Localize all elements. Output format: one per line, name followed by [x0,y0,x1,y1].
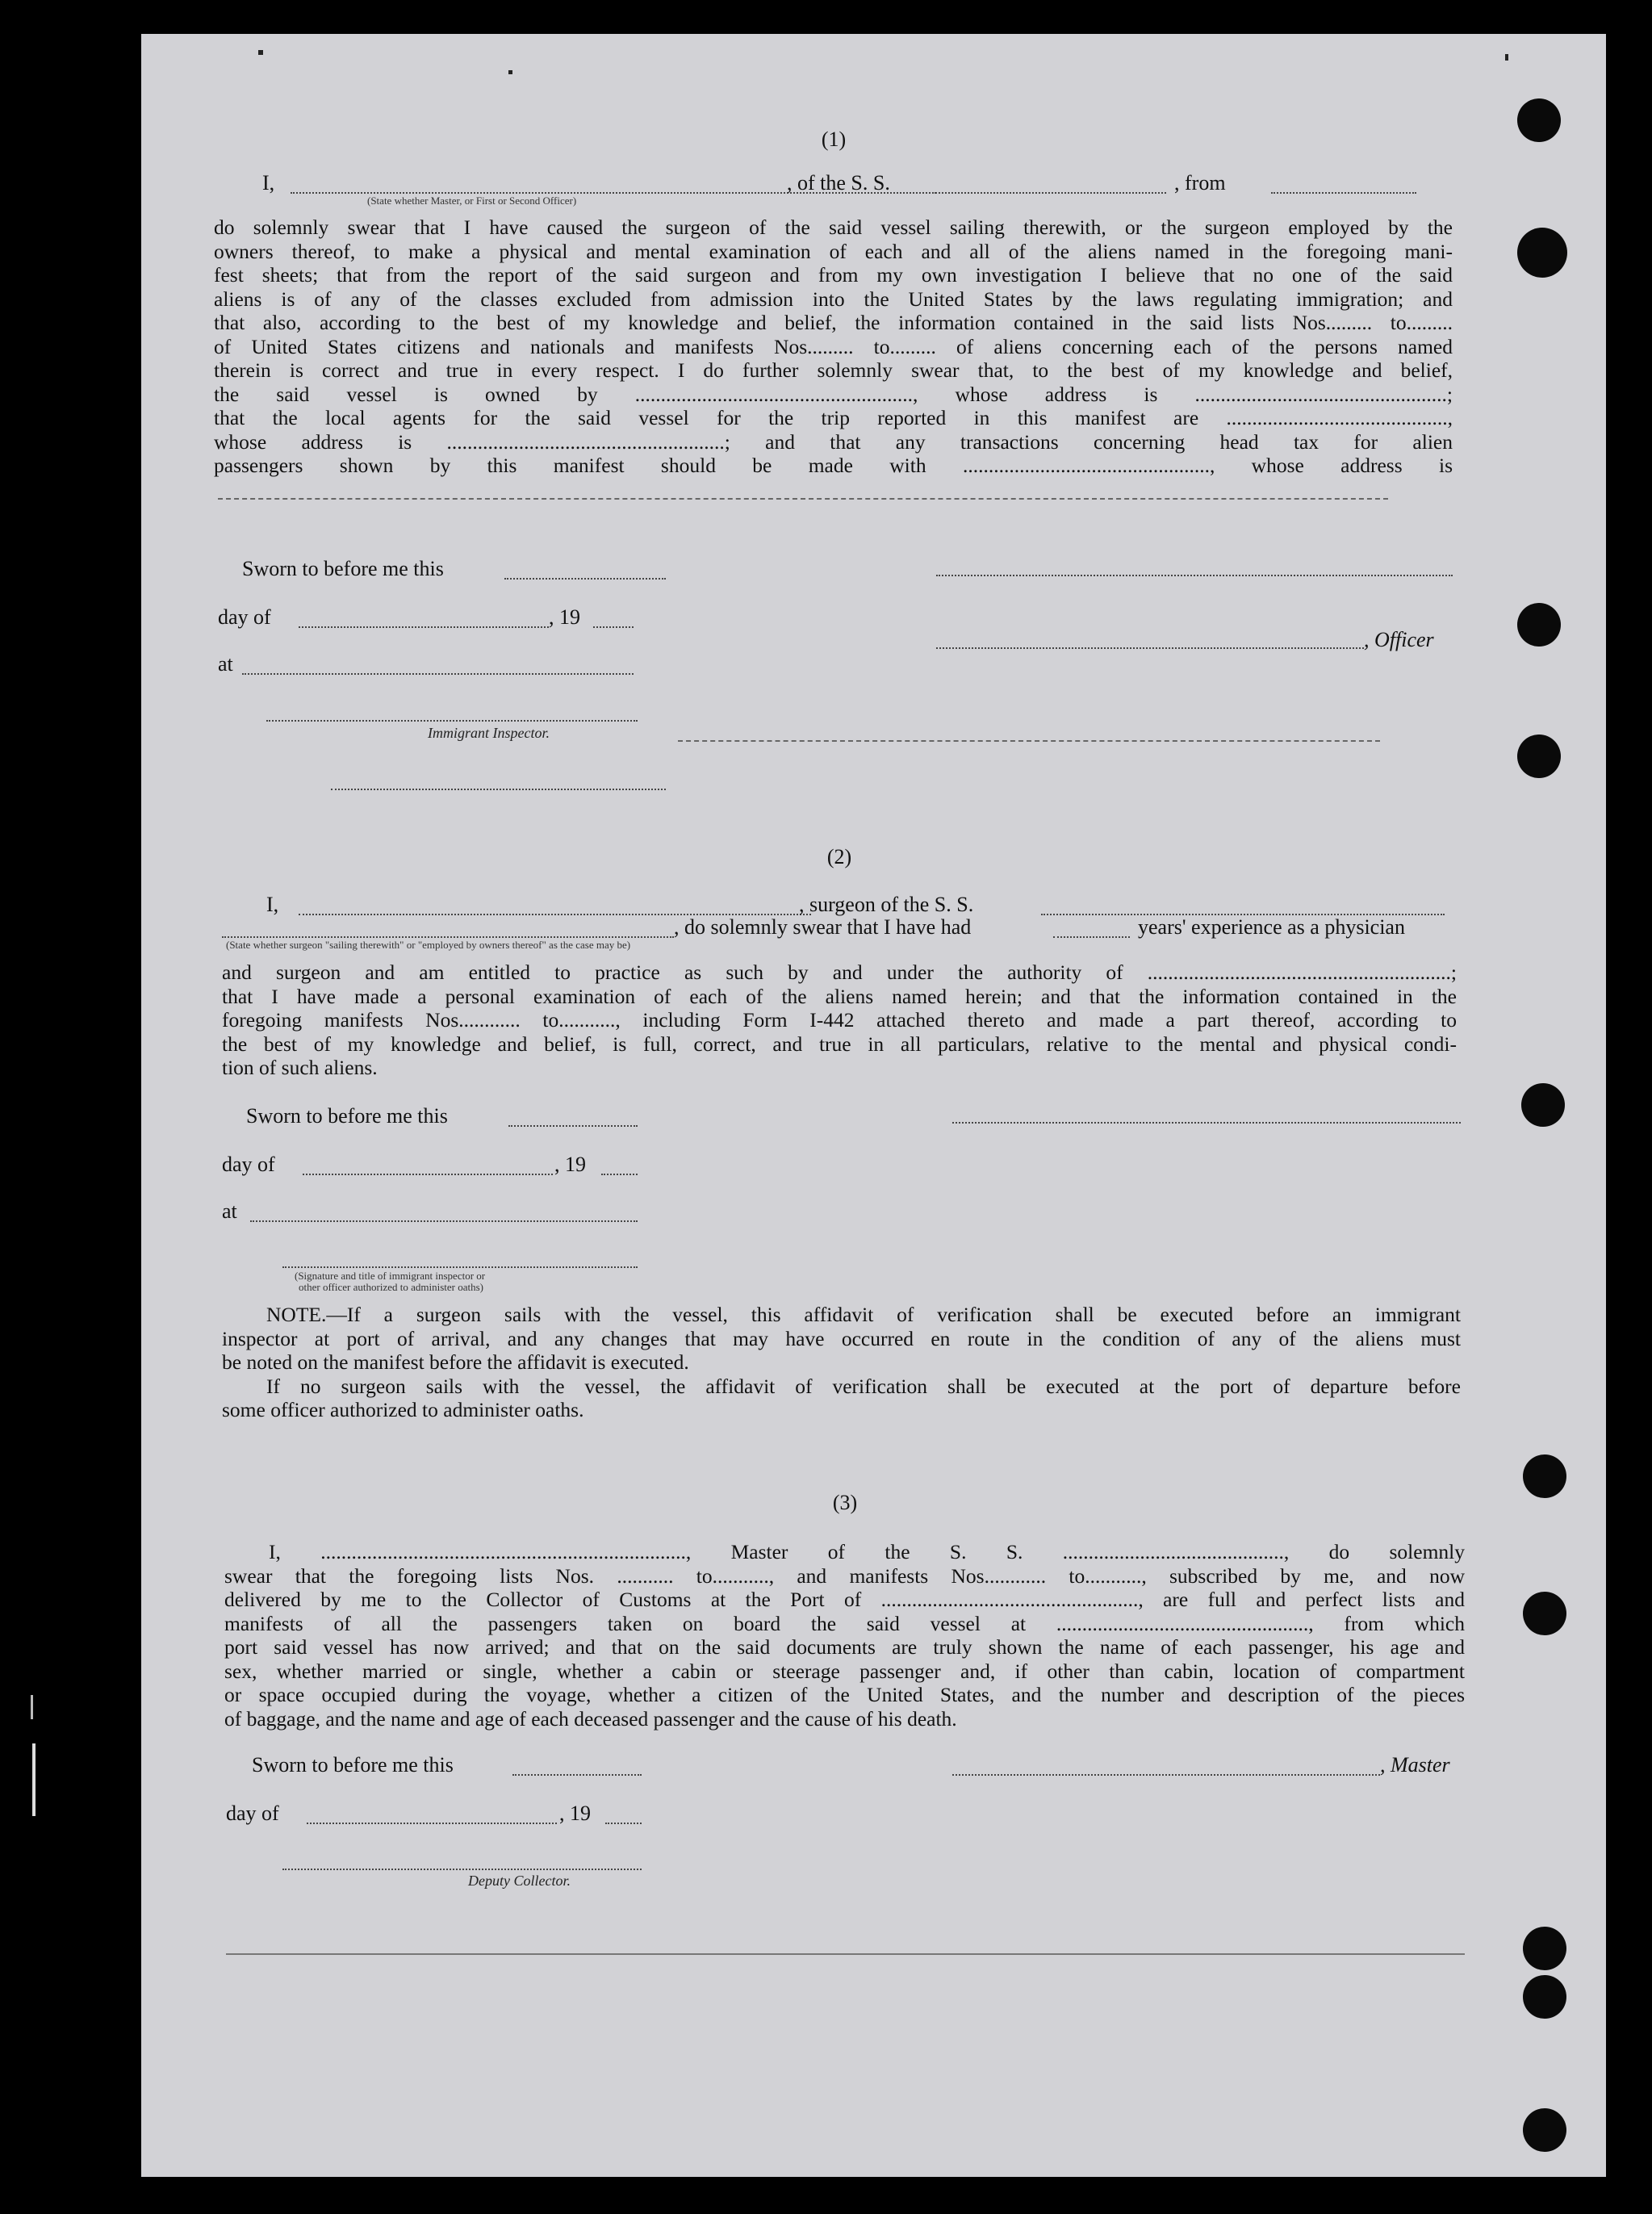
body-line: port said vessel has now arrived; and that on the said documents are truly shown the name of each passenger, his age and [224,1635,1465,1659]
body-line: the said vessel is owned by ......................................................, whose address is .................................................; [214,382,1453,406]
master-signature-field[interactable] [952,1774,1380,1776]
sworn-label: Sworn to before me this [252,1753,454,1777]
body-line: manifests of all the passengers taken on board the said vessel at ................................................., from which [224,1611,1465,1635]
officer-line-field[interactable] [936,647,1364,649]
years-field[interactable] [1053,936,1130,938]
sworn-label: Sworn to before me this [246,1104,448,1128]
scan-speck [508,70,512,74]
section-1-heading: (1) [821,128,847,151]
year-field[interactable] [601,1174,638,1175]
year-label: , 19 [554,1153,586,1176]
i-label: I, [266,893,279,916]
note-line: NOTE.—If a surgeon sails with the vessel, this affidavit of verification shall be executed before an immigrant [266,1303,1461,1326]
officer-signature-field[interactable] [936,575,1453,576]
deputy-signature-field[interactable] [282,1869,642,1870]
note-line: inspector at port of arrival, and any changes that may have occurred en route in the condition of any of the aliens must [222,1326,1461,1350]
blank-field[interactable] [331,789,666,790]
section-1-body [214,216,1453,478]
officer-label: , Officer [1364,628,1434,651]
surgeon-signature-field[interactable] [952,1122,1461,1124]
day-of-label: day of [226,1802,279,1825]
address-field[interactable] [218,498,1388,500]
inspector-signature-field[interactable] [266,720,638,722]
body-line: the best of my knowledge and belief, is full, correct, and true in all particulars, relative to the mental and physical condi- [222,1032,1457,1056]
deputy-caption: Deputy Collector. [468,1873,571,1889]
body-line: that I have made a personal examination of each of the aliens named herein; and that the information contained in the [222,984,1457,1008]
body-line: I, ......................................................................., Master of the S. S. ..........................................., do solemnly [269,1540,1465,1563]
body-line: or space occupied during the voyage, whether a citizen of the United States, and the number and description of the pieces [224,1683,1465,1706]
body-line: passengers shown by this manifest should be made with ................................................, whose address is [214,454,1453,477]
day-of-field[interactable] [303,1174,553,1175]
day-of-field[interactable] [307,1823,557,1824]
sworn-label: Sworn to before me this [242,557,444,580]
note-text [222,1303,1461,1422]
body-line: and surgeon and am entitled to practice as such by and under the authority of ...........................................................; [222,961,1457,984]
day-of-field[interactable] [299,626,549,628]
note-line: If no surgeon sails with the vessel, the affidavit of verification shall be executed at the port of departure before [266,1374,1461,1398]
body-line: swear that the foregoing lists Nos. ........... to..........., and manifests Nos............ to..........., subscribed by me, and now [224,1563,1465,1588]
body-line: aliens is of any of the classes excluded from admission into the United States by the laws regulating immigration; and [214,287,1453,311]
punch-hole [1517,603,1561,647]
body-line: of United States citizens and nationals and manifests Nos......... to......... of aliens concerning each of the persons named [214,334,1453,358]
note-line: some officer authorized to administer oaths. [222,1398,584,1421]
sworn-date-field[interactable] [504,578,666,580]
master-caption: (State whether Master, or First or Second Officer) [367,195,577,207]
day-of-label: day of [222,1153,275,1176]
scan-speck [1505,54,1508,61]
of-ss-label: , of the S. S. [787,171,890,195]
punch-hole [1517,735,1561,778]
inspector-caption: Immigrant Inspector. [428,725,550,741]
form-page [141,34,1606,2177]
sworn-date-field[interactable] [508,1125,638,1127]
body-line: that the local agents for the said vessel for the trip reported in this manifest are ..........................................., [214,406,1453,429]
section-2-body [222,961,1457,1080]
edge-mark [31,1695,33,1719]
edge-mark [32,1743,36,1816]
punch-hole [1523,2108,1566,2152]
body-line: do solemnly swear that I have caused the surgeon of the said vessel sailing therewith, or the surgeon employed by the [214,216,1453,239]
body-line: fest sheets; that from the report of the said surgeon and from my own investigation I believe that no one of the said [214,263,1453,287]
punch-hole [1523,1454,1566,1498]
body-line: foregoing manifests Nos............ to..........., including Form I-442 attached thereto and made a part thereof, according to [222,1008,1457,1032]
at-label: at [218,652,233,676]
note-line: be noted on the manifest before the affidavit is executed. [222,1350,689,1374]
inspector-signature-field[interactable] [282,1266,638,1268]
i-label: I, [262,171,275,195]
body-line: whose address is ......................................................; and that any transactions concerning head tax for alien [214,429,1453,454]
punch-hole [1523,1592,1566,1635]
section-2-heading: (2) [826,845,852,868]
divider [678,740,1380,742]
year-label: , 19 [549,605,580,629]
at-field[interactable] [242,673,634,675]
body-line-last: tion of such aliens. [222,1056,378,1079]
year-label: , 19 [559,1802,591,1825]
body-line: owners thereof, to make a physical and mental examination of each and all of the aliens named in the foregoing mani- [214,239,1453,263]
years-label: years' experience as a physician [1138,915,1405,939]
body-line: therein is correct and true in every respect. I do further solemnly swear that, to the best of my knowledge and belief, [214,358,1453,382]
swear-label: , do solemnly swear that I have had [674,915,972,939]
surgeon-caption: (State whether surgeon "sailing therewith" or "employed by owners thereof" as the case may be) [226,939,631,951]
body-line: sex, whether married or single, whether a cabin or steerage passenger and, if other than cabin, location of compartment [224,1659,1465,1683]
sworn-date-field[interactable] [512,1774,642,1776]
punch-hole [1521,1083,1565,1127]
surgeon-status-field[interactable] [222,936,674,938]
year-field[interactable] [605,1823,642,1824]
signature-caption: (Signature and title of immigrant inspector or [295,1270,486,1282]
punch-hole [1523,1927,1566,1970]
scan-speck [258,50,263,55]
year-field[interactable] [593,626,634,628]
at-label: at [222,1199,237,1223]
vessel-name-field[interactable] [932,192,1166,194]
body-line: delivered by me to the Collector of Customs at the Port of .................................................., are full and perfect lists and [224,1588,1465,1611]
at-field[interactable] [250,1220,638,1222]
body-line: that also, according to the best of my knowledge and belief, the information contained in the said lists Nos......... to......... [214,311,1453,334]
section-3-body [224,1540,1465,1731]
punch-hole [1517,228,1567,278]
section-3-heading: (3) [832,1491,858,1514]
bottom-divider [226,1953,1465,1955]
punch-hole [1523,1975,1566,2019]
body-line: of baggage, and the name and age of each deceased passenger and the cause of his death. [224,1706,957,1731]
day-of-label: day of [218,605,271,629]
from-label: , from [1174,171,1226,195]
master-label: , Master [1380,1753,1450,1777]
surgeon-of-label: , surgeon of the S. S. [799,893,974,916]
punch-hole [1517,98,1561,142]
signature-caption: other officer authorized to administer oaths) [299,1281,483,1293]
from-port-field[interactable] [1271,192,1416,194]
